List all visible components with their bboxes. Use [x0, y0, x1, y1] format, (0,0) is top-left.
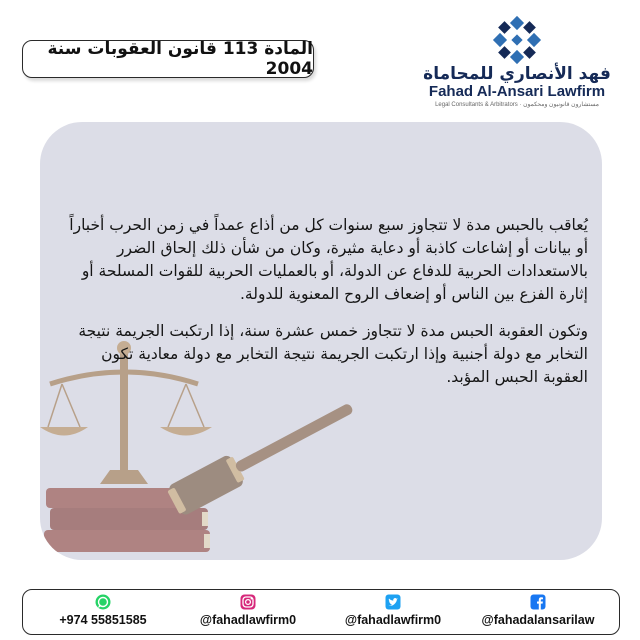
instagram-handle[interactable]: @fahadlawfirm0	[199, 613, 297, 627]
whatsapp-icon	[95, 594, 111, 610]
article-paragraph-2: وتكون العقوبة الحبس مدة لا تتجاوز خمس عشرة سنة، إذا ارتكبت الجريمة نتيجة التخابر مع دولة أجنبية وإذا ارتكبت الجريمة نتيجة التخابر مع دولة معادية تكون العقوبة الحبس المؤبد.	[78, 322, 588, 386]
article-card	[40, 122, 602, 560]
firm-logo	[402, 14, 632, 114]
facebook-handle[interactable]: @fahadalansarilaw	[481, 613, 595, 627]
logo-tagline: Legal Consultants & Arbitrators · مستشارون قانونيون ومحكمون	[435, 102, 599, 108]
whatsapp-number[interactable]: +974 55851585	[59, 613, 147, 627]
article-title-box	[22, 40, 314, 78]
footer-whatsapp[interactable]	[33, 594, 173, 632]
logo-mark-icon	[491, 14, 543, 66]
footer-twitter[interactable]	[323, 594, 463, 632]
article-paragraph-1: يُعاقب بالحبس مدة لا تتجاوز سبع سنوات كل من أذاع عمداً في زمن الحرب أخباراً أو بيانات أو إشاعات كاذبة أو دعاية مثيرة، وكان من شأن ذلك إلحاق الضرر بالاستعدادات الحربية للدفاع عن الدولة، أو بالعمليات الحربية للقوات المسلحة أو إثارة الفزع بين الناس أو إضعاف الروح المعنوية للدولة.	[69, 216, 588, 303]
twitter-icon	[385, 594, 401, 610]
logo-name-en: Fahad Al-Ansari Lawfirm	[428, 83, 606, 100]
logo-name-ar: فهد الأنصاري للمحاماة	[423, 64, 611, 84]
instagram-icon	[240, 594, 256, 610]
footer-facebook[interactable]	[468, 594, 608, 632]
article-body	[58, 214, 588, 389]
contact-footer	[22, 589, 620, 635]
facebook-icon	[530, 594, 546, 610]
footer-instagram[interactable]	[178, 594, 318, 632]
page-title: المادة 113 قانون العقوبات سنة 2004	[47, 39, 313, 79]
twitter-handle[interactable]: @fahadlawfirm0	[344, 613, 442, 627]
